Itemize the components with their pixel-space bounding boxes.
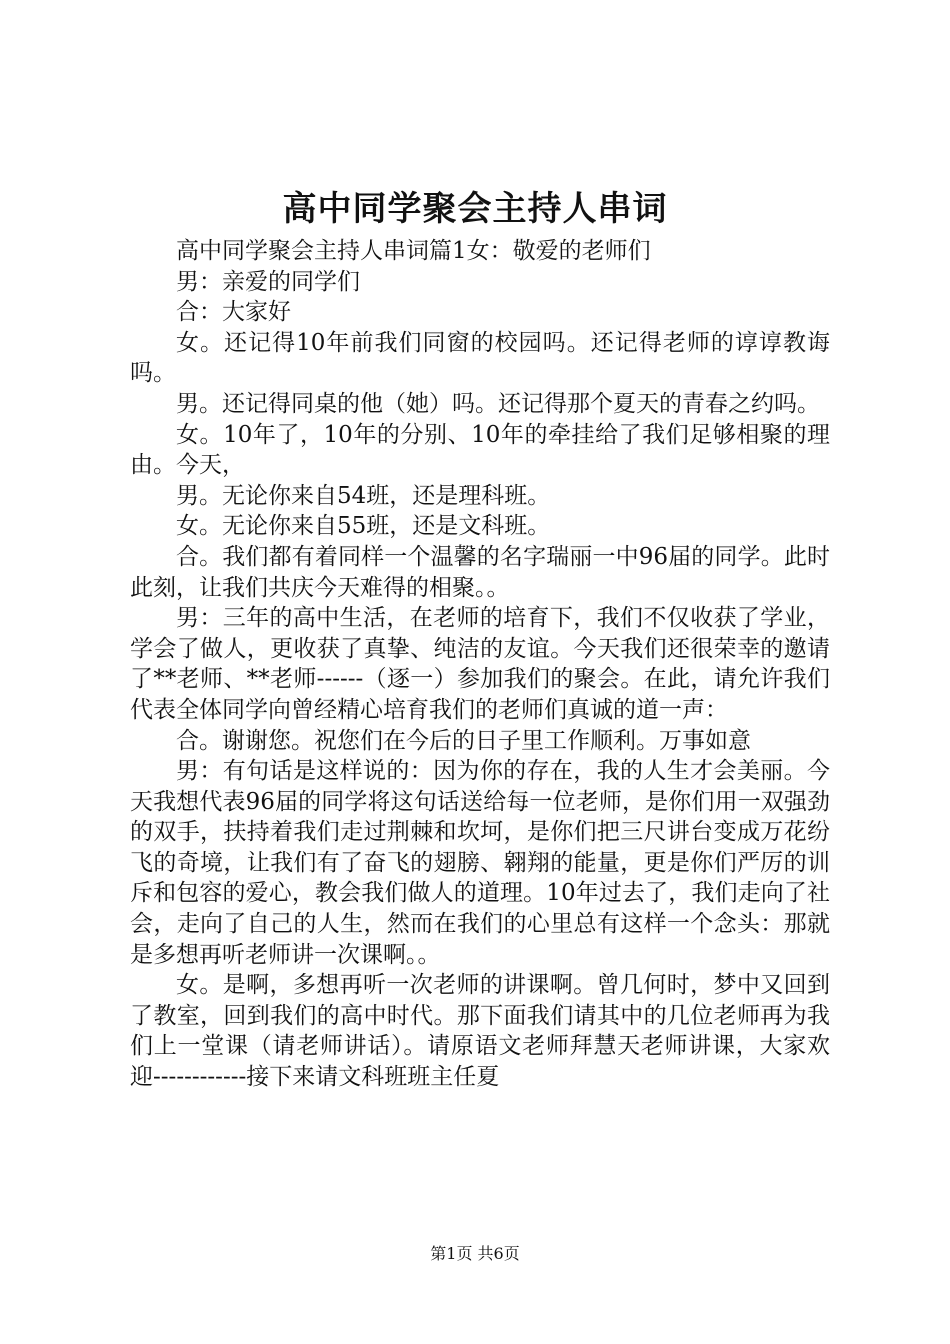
- document-title: 高中同学聚会主持人串词: [282, 189, 668, 229]
- paragraph: 高中同学聚会主持人串词篇1女：敬爱的老师们: [176, 238, 651, 264]
- paragraph: 合：大家好: [176, 299, 291, 326]
- page-footer: 第1页 共6页: [430, 1244, 520, 1263]
- document-body: [130, 236, 830, 1093]
- paragraph: 男：亲爱的同学们: [176, 268, 360, 295]
- paragraph: 男：三年的高中生活，在老师的培育下，我们不仅收获了学业，学会了做人，更收获了真挚、纯洁的友谊。今天我们还很荣幸的邀请了**老师、**老师------（逐一）参加我们的聚会。在此，请允许我们代表全体同学向曾经精心培育我们的老师们真诚的道一声：: [130, 605, 830, 723]
- paragraph: 女。无论你来自55班，还是文科班。: [176, 513, 551, 540]
- paragraph: 男：有句话是这样说的：因为你的存在，我的人生才会美丽。今天我想代表96届的同学将这句话送给每一位老师，是你们用一双强劲的双手，扶持着我们走过荆棘和坎坷，是你们把三尺讲台变成万花纷飞的奇境，让我们有了奋飞的翅膀、翱翔的能量，更是你们严厉的训斥和包容的爱心，教会我们做人的道理。10年过去了，我们走向了社会，走向了自己的人生，然而在我们的心里总有这样一个念头：那就是多想再听老师讲一次课啊。。: [130, 758, 830, 968]
- paragraph: 女。还记得10年前我们同窗的校园吗。还记得老师的谆谆教诲吗。: [130, 329, 830, 387]
- paragraph: 女。10年了，10年的分别、10年的牵挂给了我们足够相聚的理由。今天，: [130, 421, 830, 479]
- paragraph: 合。我们都有着同样一个温馨的名字瑞丽一中96届的同学。此时此刻，让我们共庆今天难得的相聚。。: [130, 543, 830, 601]
- paragraph: 男。无论你来自54班，还是理科班。: [176, 482, 551, 509]
- paragraph: 女。是啊，多想再听一次老师的讲课啊。曾几何时，梦中又回到了教室，回到我们的高中时代。那下面我们请其中的几位老师再为我们上一堂课（请老师讲话）。请原语文老师拜慧天老师讲课，大家欢迎------------接下来请文科班班主任夏: [130, 972, 830, 1091]
- paragraph: 男。还记得同桌的他（她）吗。还记得那个夏天的青春之约吗。: [176, 390, 820, 417]
- paragraph: 合。谢谢您。祝您们在今后的日子里工作顺利。万事如意: [176, 727, 751, 754]
